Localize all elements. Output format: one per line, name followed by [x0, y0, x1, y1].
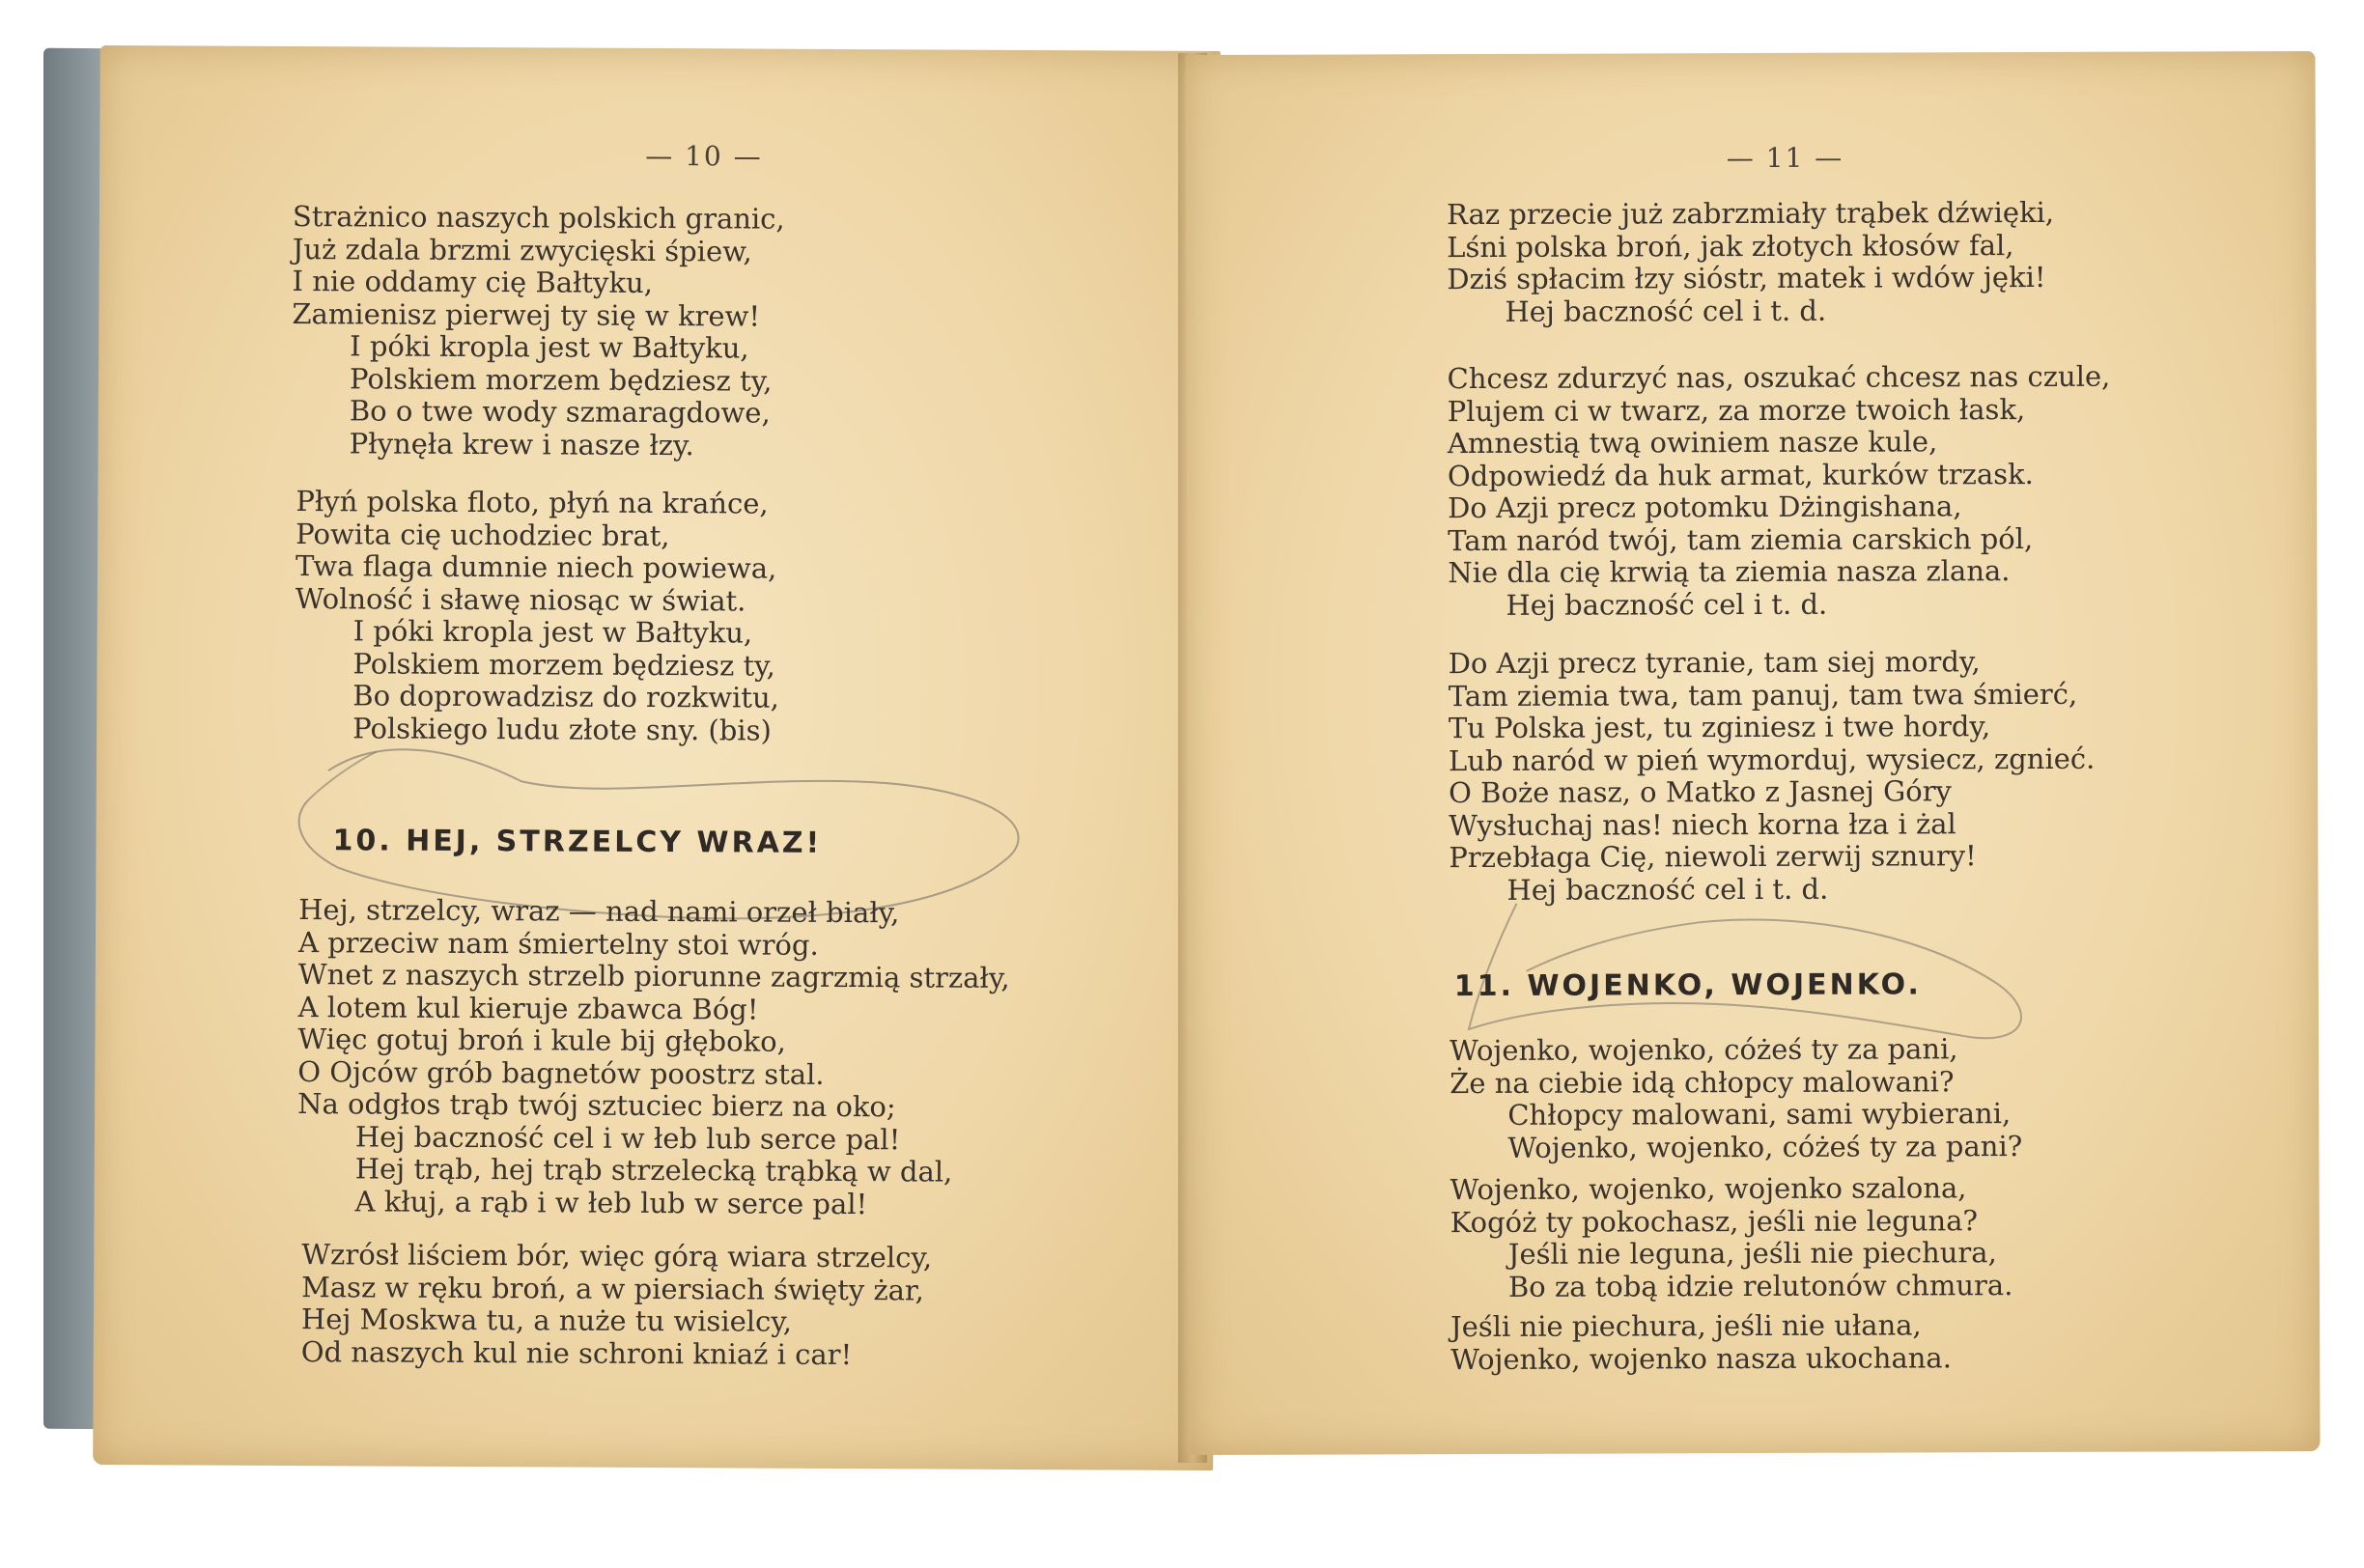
refrain-line: Hej baczność cel i w łeb lub serce pal!: [354, 1119, 901, 1156]
verse-line: Wojenko, wojenko, cóżeś ty za pani,: [1449, 1032, 1958, 1068]
verse-line: Wzrósł liściem bór, więc górą wiara strzelcy,: [301, 1238, 933, 1274]
verse-line: Twa flaga dumnie niech powiewa,: [295, 549, 777, 585]
right-stanza-1: [1447, 197, 2055, 328]
verse-line: Do Azji precz tyranie, tam siej mordy,: [1448, 645, 1981, 681]
refrain-line: Bo za tobą idzie relutonów chmura.: [1507, 1268, 2013, 1303]
verse-line: Że na ciebie idą chłopcy malowani?: [1449, 1064, 1955, 1100]
left-stanza-2: [295, 486, 780, 747]
song-heading-10: 10. HEJ, STRZELCY WRAZ!: [332, 824, 823, 860]
refrain-line: I póki kropla jest w Bałtyku,: [352, 614, 753, 650]
open-booklet: [39, 43, 2337, 1472]
refrain-line: Hej baczność cel i t. d.: [1505, 294, 1827, 328]
left-page-number: — 10 —: [645, 139, 763, 173]
verse-line: Wojenko, wojenko nasza ukochana.: [1450, 1340, 1952, 1376]
verse-line: Wnet z naszych strzelb piorunne zagrzmią strzały,: [297, 958, 1010, 994]
verse-line: Odpowiedź da huk armat, kurków trzask.: [1447, 457, 2034, 492]
song-10-stanza-1: [297, 894, 1011, 1221]
song-10-stanza-2: [301, 1239, 933, 1371]
verse-line: A lotem kul kieruje zbawca Bóg!: [297, 990, 759, 1026]
verse-line: Wolność i sławę niosąc w świat.: [295, 581, 746, 617]
song-11-stanza-3: [1450, 1309, 1952, 1376]
verse-line: Dziś spłacim łzy sióstr, matek i wdów jęki!: [1447, 260, 2046, 296]
refrain-line: Chłopcy malowani, sami wybierani,: [1507, 1097, 2012, 1132]
verse-line: Na odgłos trąb twój sztuciec bierz na oko;: [297, 1087, 896, 1124]
verse-line: Płyń polska floto, płyń na krańce,: [296, 485, 769, 520]
verse-line: A przeciw nam śmiertelny stoi wróg.: [297, 925, 819, 962]
verse-line: Lśni polska broń, jak złotych kłosów fal,: [1447, 228, 2014, 264]
verse-line: Wysłuchaj nas! niech korna łza i żal: [1449, 806, 1956, 842]
refrain-line: Hej baczność cel i t. d.: [1506, 587, 1828, 622]
verse-line: Od naszych kul nie schroni kniaź i car!: [300, 1334, 853, 1371]
verse-line: Nie dla cię krwią ta ziemia nasza zlana.: [1448, 554, 2011, 590]
right-stanza-3: [1449, 646, 2096, 907]
refrain-line: Bo doprowadzisz do rozkwitu,: [352, 679, 779, 714]
verse-line: Chcesz zdurzyć nas, oszukać chcesz nas czule,: [1447, 359, 2111, 396]
verse-line: Do Azji precz potomku Dżingishana,: [1448, 490, 1962, 525]
refrain-line: Płynęła krew i nasze łzy.: [349, 426, 694, 462]
verse-line: Przebłaga Cię, niewoli zerwij sznury!: [1449, 839, 1977, 875]
verse-line: Tam ziemia twa, tam panuj, tam twa śmierć,: [1448, 677, 2078, 713]
verse-line: Plujem ci w twarz, za morze twoich łask,: [1447, 392, 2026, 428]
song-11-stanza-1: [1449, 1033, 2022, 1164]
verse-line: I nie oddamy cię Bałtyku,: [292, 265, 654, 299]
refrain-line: Wojenko, wojenko, cóżeś ty za pani?: [1507, 1129, 2023, 1164]
refrain-line: Jeśli nie leguna, jeśli nie piechura,: [1507, 1236, 1997, 1271]
refrain-line: Bo o twe wody szmaragdowe,: [349, 394, 771, 430]
refrain-line: Polskiego ludu złote sny. (bis): [352, 711, 772, 747]
right-page-number: — 11 —: [1726, 141, 1844, 175]
verse-line: Tam naród twój, tam ziemia carskich pól,: [1448, 521, 2034, 557]
song-heading-11: 11. WOJENKO, WOJENKO.: [1453, 967, 1922, 1004]
verse-line: Jeśli nie piechura, jeśli nie ułana,: [1450, 1308, 1922, 1344]
verse-line: Hej Moskwa tu, a nuże tu wisielcy,: [300, 1302, 793, 1338]
refrain-line: I póki kropla jest w Bałtyku,: [350, 329, 749, 365]
refrain-line: Polskiem morzem będziesz ty,: [349, 361, 773, 398]
left-page: [93, 45, 1221, 1470]
verse-line: Już zdala brzmi zwycięski śpiew,: [292, 232, 752, 268]
verse-line: Wojenko, wojenko, wojenko szalona,: [1449, 1171, 1967, 1207]
verse-line: Zamienisz pierwej ty się w krew!: [292, 296, 761, 333]
verse-line: O Boże nasz, o Matko z Jasnej Góry: [1449, 774, 1952, 810]
verse-line: O Ojców grób bagnetów poostrz stal.: [297, 1054, 825, 1091]
verse-line: Hej, strzelcy, wraz — nad nami orzeł biały,: [298, 893, 900, 930]
verse-line: Raz przecie już zabrzmiały trąbek dźwięki,: [1446, 195, 2055, 232]
refrain-line: Hej baczność cel i t. d.: [1506, 872, 1829, 907]
refrain-line: A kłuj, a rąb i w łeb lub w serce pal!: [354, 1184, 868, 1220]
refrain-line: Hej trąb, hej trąb strzelecką trąbką w dal,: [354, 1152, 953, 1189]
verse-line: Powita cię uchodziec brat,: [296, 517, 670, 552]
left-stanza-1: [292, 201, 785, 462]
verse-line: Masz w ręku broń, a w piersiach święty żar,: [301, 1270, 924, 1306]
verse-line: Więc gotuj broń i kule bij głęboko,: [297, 1022, 786, 1058]
right-stanza-2: [1448, 361, 2112, 622]
right-page: [1185, 51, 2320, 1455]
refrain-line: Polskiem morzem będziesz ty,: [352, 646, 776, 683]
verse-line: Lub naród w pień wymorduj, wysiecz, zgnieć.: [1448, 742, 2096, 777]
song-11-stanza-2: [1450, 1172, 2013, 1303]
verse-line: Tu Polska jest, tu zginiesz i twe hordy,: [1448, 710, 1991, 745]
verse-line: Kogóż ty pokochasz, jeśli nie leguna?: [1449, 1203, 1979, 1239]
verse-line: Strażnico naszych polskich granic,: [292, 200, 785, 236]
verse-line: Amnestią twą owiniem nasze kule,: [1447, 425, 1938, 461]
